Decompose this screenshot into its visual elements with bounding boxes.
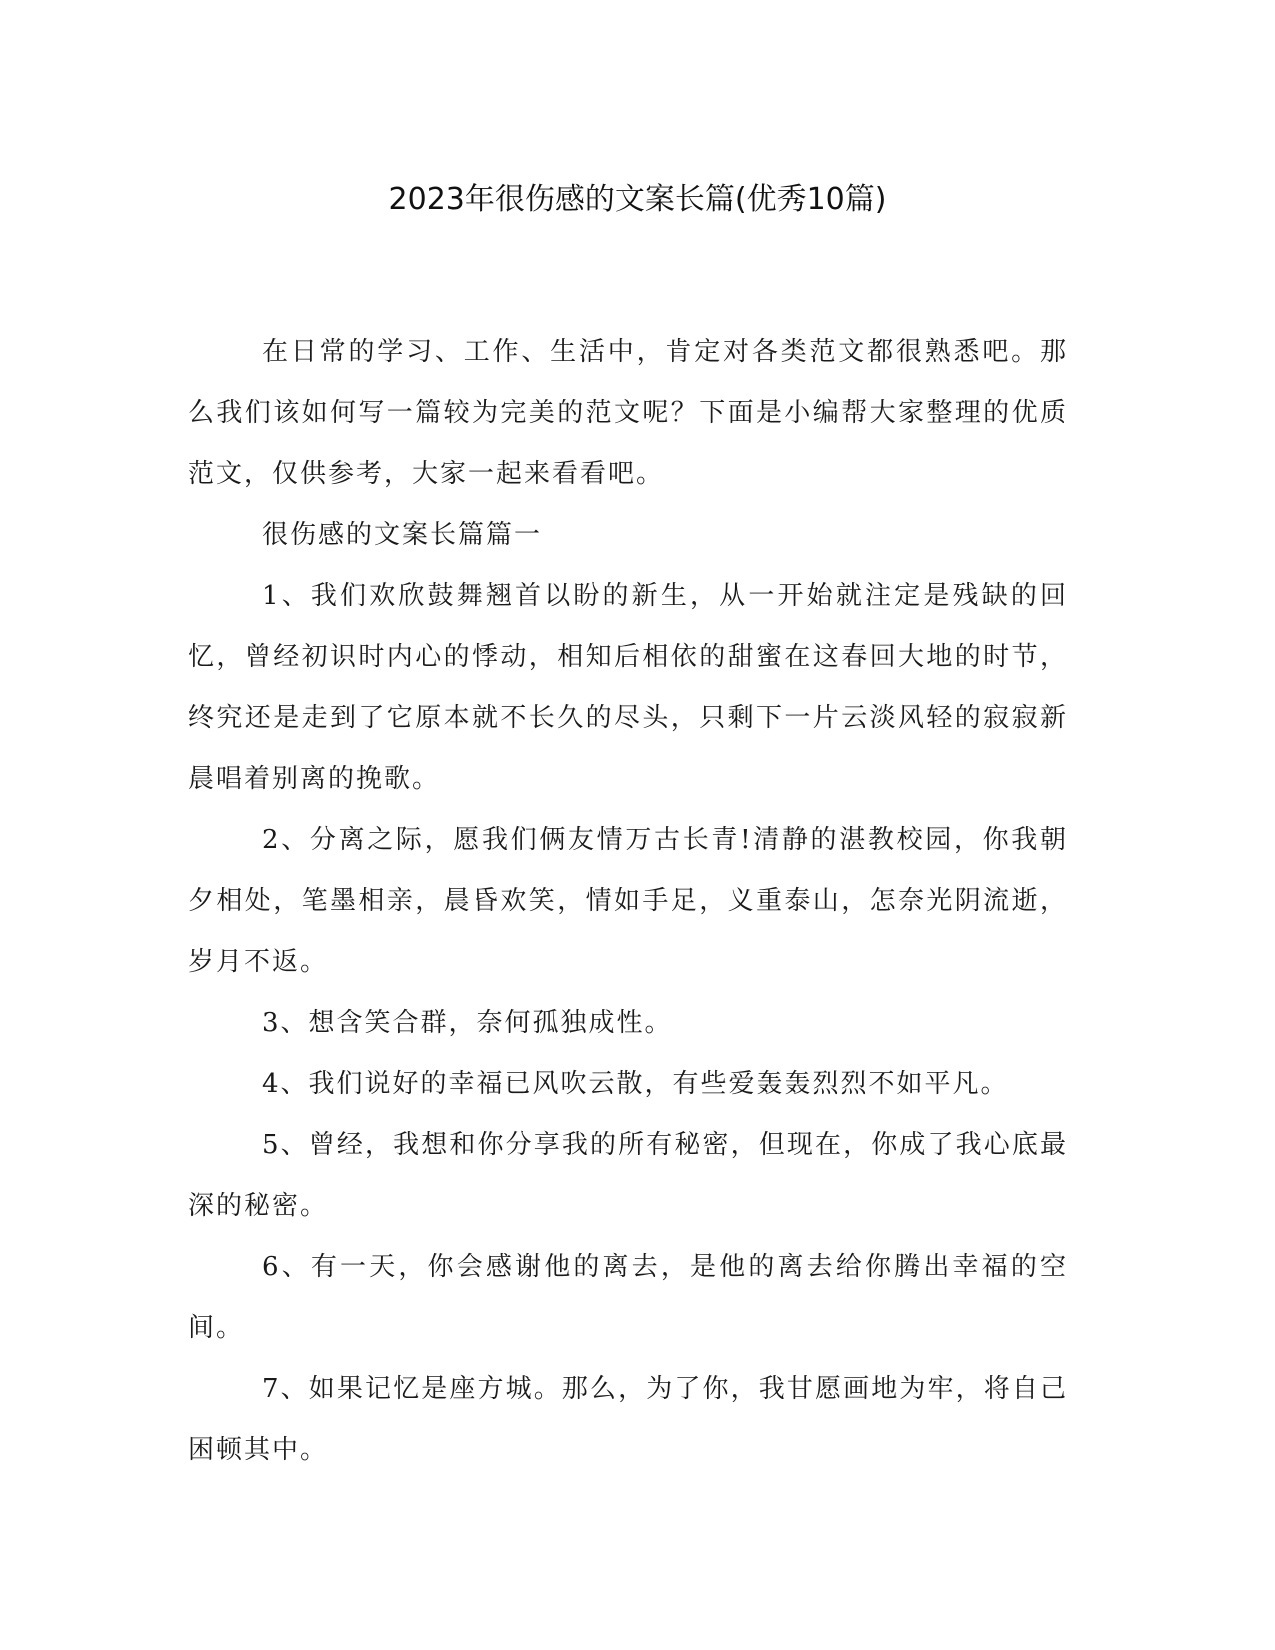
list-item-7: 7、如果记忆是座方城。那么，为了你，我甘愿画地为牢，将自己困顿其中。 [188,1374,1068,1465]
list-item-5: 5、曾经，我想和你分享我的所有秘密，但现在，你成了我心底最深的秘密。 [188,1130,1068,1221]
section-heading: 很伤感的文案长篇篇一 [262,520,543,550]
intro-paragraph: 在日常的学习、工作、生活中，肯定对各类范文都很熟悉吧。那么我们该如何写一篇较为完美的范文呢？下面是小编帮大家整理的优质范文，仅供参考，大家一起来看看吧。 [188,337,1068,489]
list-item-2: 2、分离之际，愿我们俩友情万古长青!清静的湛教校园，你我朝夕相处，笔墨相亲，晨昏欢笑，情如手足，义重泰山，怎奈光阴流逝，岁月不返。 [188,825,1068,977]
document-title: 2023年很伤感的文案长篇(优秀10篇) [388,182,887,217]
list-item-1: 1、我们欢欣鼓舞翘首以盼的新生，从一开始就注定是残缺的回忆，曾经初识时内心的悸动，相知后相依的甜蜜在这春回大地的时节，终究还是走到了它原本就不长久的尽头，只剩下一片云淡风轻的寂寂新晨唱着别离的挽歌。 [188,581,1068,794]
list-item-4: 4、我们说好的幸福已风吹云散，有些爱轰轰烈烈不如平凡。 [262,1069,1009,1099]
list-item-3: 3、想含笑合群，奈何孤独成性。 [262,1008,673,1038]
list-item-6: 6、有一天，你会感谢他的离去，是他的离去给你腾出幸福的空间。 [188,1252,1068,1343]
document-body [188,322,1068,1481]
